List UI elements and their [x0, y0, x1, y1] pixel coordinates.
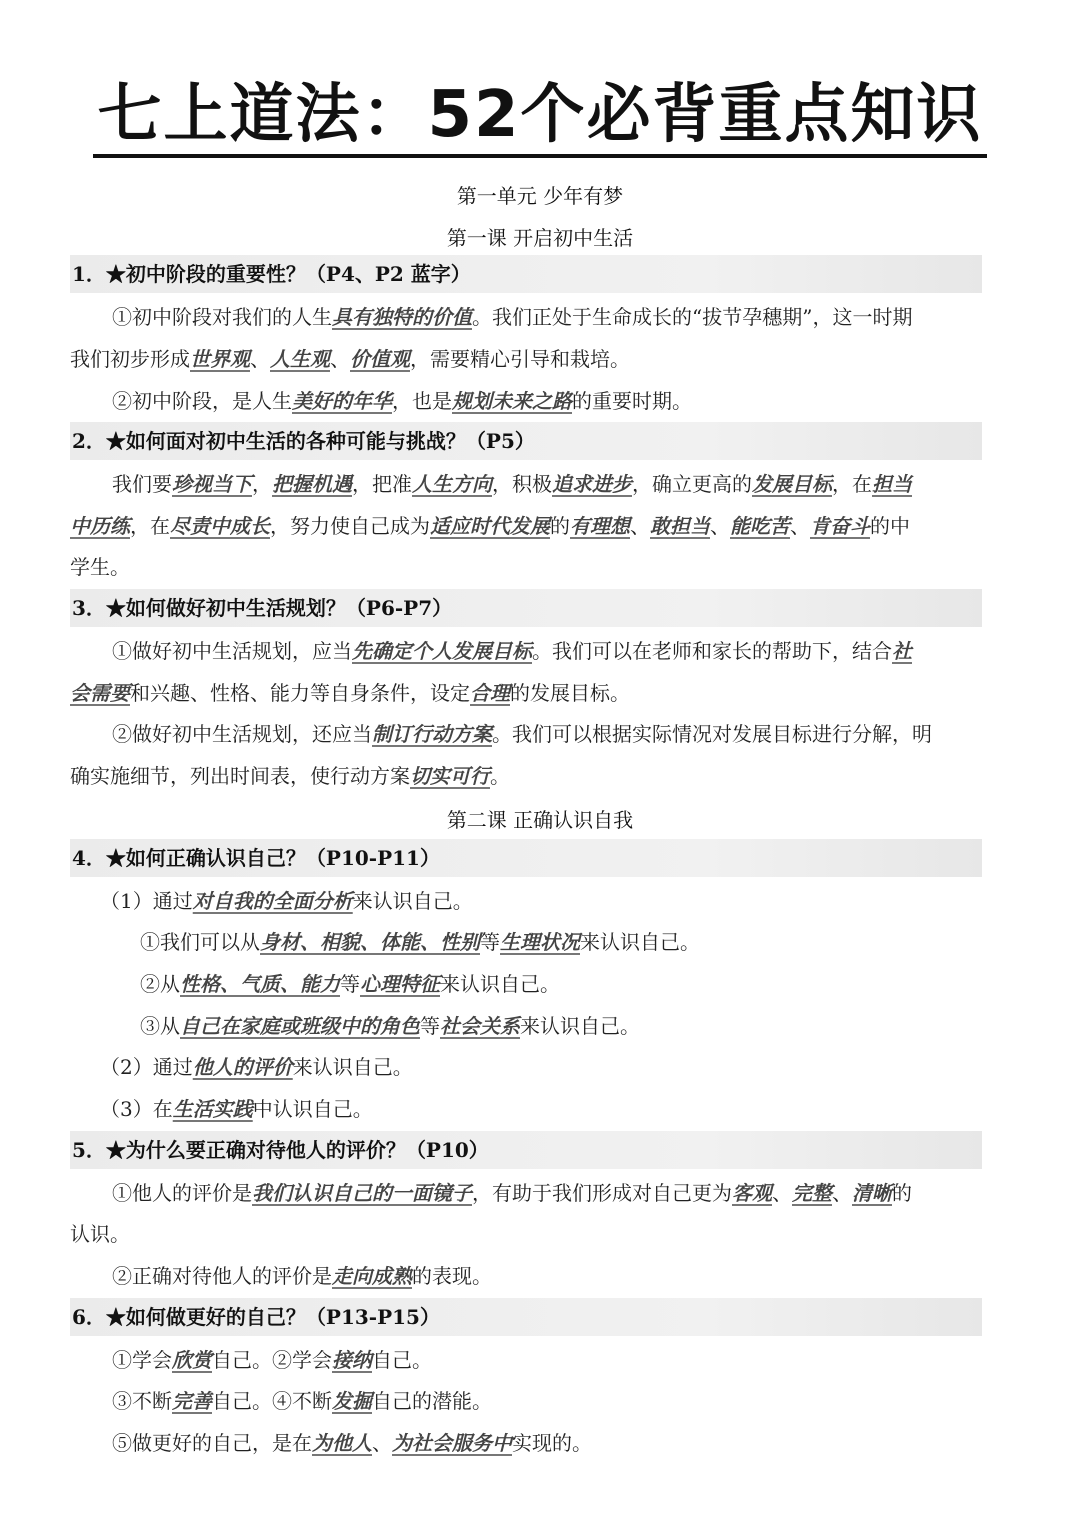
paragraph-line — [140, 1012, 1052, 1040]
key-phrase: 他人的评价 — [192, 1055, 293, 1079]
text-run: ②初中阶段，是人生 — [112, 389, 292, 413]
paragraph-line — [112, 720, 982, 748]
paragraph-line: 认识。 — [70, 1222, 130, 1246]
text-run: 的 — [892, 1181, 912, 1205]
key-phrase: 人生方向 — [412, 472, 492, 496]
paragraph-line — [112, 637, 982, 665]
text-run: 、 — [372, 1431, 392, 1455]
key-phrase: 生活实践 — [172, 1097, 253, 1121]
text-run: 、 — [772, 1181, 792, 1205]
text-run: 的表现。 — [412, 1264, 492, 1288]
text-run: 、 — [250, 347, 270, 371]
text-run: ，有助于我们形成对自己更为 — [472, 1181, 732, 1205]
paragraph-line: 学生。 — [70, 555, 130, 579]
paragraph-line — [112, 1346, 982, 1374]
text-run: 自己。④不断 — [212, 1389, 332, 1413]
text-run: ，也是 — [392, 389, 452, 413]
key-phrase: 规划未来之路 — [452, 389, 572, 413]
paragraph-line — [112, 1429, 982, 1457]
text-run: ③从 — [140, 1014, 180, 1038]
key-phrase: 能吃苦 — [730, 514, 790, 538]
lesson-heading-2: 第二课 正确认识自我 — [446, 808, 634, 832]
text-run: （3）在 — [100, 1097, 173, 1121]
key-phrase: 价值观 — [350, 347, 410, 371]
text-run: ①他人的评价是 — [112, 1181, 252, 1205]
text-run: 自己。②学会 — [212, 1348, 332, 1372]
paragraph-line — [112, 470, 982, 498]
key-phrase: 社会关系 — [440, 1014, 520, 1038]
paragraph-line — [100, 887, 1012, 915]
text-run: 确实施细节，列出时间表，使行动方案 — [70, 764, 410, 788]
key-phrase: 为他人 — [312, 1431, 372, 1455]
question-heading-5: 5．★为什么要正确对待他人的评价？（P10） — [70, 1131, 982, 1169]
key-phrase: 具有独特的价值 — [332, 305, 472, 329]
key-phrase: 珍视当下 — [172, 472, 252, 496]
key-phrase: 身材、相貌、体能、性别 — [260, 930, 480, 954]
text-run: ⑤做更好的自己，是在 — [112, 1431, 312, 1455]
key-phrase: 完善 — [172, 1389, 212, 1413]
lesson-heading-1: 第一课 开启初中生活 — [446, 226, 634, 250]
text-run: ， — [252, 472, 272, 496]
key-phrase: 客观 — [732, 1181, 772, 1205]
text-run: 的 — [550, 514, 570, 538]
key-phrase: 切实可行 — [410, 764, 490, 788]
text-run: 等 — [340, 972, 360, 996]
unit-heading: 第一单元 少年有梦 — [456, 184, 624, 208]
paragraph-line — [112, 1387, 982, 1415]
text-run: 实现的。 — [512, 1431, 592, 1455]
text-run: 来认识自己。 — [520, 1014, 640, 1038]
question-heading-4: 4．★如何正确认识自己？（P10-P11） — [70, 839, 982, 877]
paragraph-line — [112, 387, 982, 415]
text-run: 、 — [710, 514, 730, 538]
question-heading-2: 2．★如何面对初中生活的各种可能与挑战？（P5） — [70, 422, 982, 460]
text-run: ②从 — [140, 972, 180, 996]
key-phrase: 担当 — [872, 472, 912, 496]
key-phrase: 生理状况 — [500, 930, 580, 954]
text-run: 我们要 — [112, 472, 172, 496]
text-run: 和兴趣、性格、能力等自身条件，设定 — [130, 681, 470, 705]
key-phrase: 世界观 — [190, 347, 250, 371]
key-phrase: 人生观 — [270, 347, 330, 371]
text-run: 、 — [330, 347, 350, 371]
paragraph-line — [100, 1095, 1012, 1123]
text-run: ，把准 — [352, 472, 412, 496]
text-run: ，需要精心引导和栽培。 — [410, 347, 630, 371]
paragraph-line — [70, 679, 982, 707]
key-phrase: 社 — [892, 639, 912, 663]
text-run: （2）通过 — [100, 1055, 193, 1079]
key-phrase: 走向成熟 — [332, 1264, 412, 1288]
key-phrase: 清晰 — [852, 1181, 892, 1205]
key-phrase: 发掘 — [332, 1389, 372, 1413]
text-run: 的中 — [870, 514, 910, 538]
text-run: 来认识自己。 — [352, 889, 473, 913]
text-run: 、 — [832, 1181, 852, 1205]
key-phrase: 心理特征 — [360, 972, 440, 996]
key-phrase: 完整 — [792, 1181, 832, 1205]
text-run: （1）通过 — [100, 889, 193, 913]
key-phrase: 追求进步 — [552, 472, 632, 496]
text-run: 中认识自己。 — [252, 1097, 373, 1121]
text-run: ①学会 — [112, 1348, 172, 1372]
text-run: ①做好初中生活规划，应当 — [112, 639, 352, 663]
text-run: 我们初步形成 — [70, 347, 190, 371]
key-phrase: 适应时代发展 — [430, 514, 550, 538]
paragraph-line — [140, 928, 1052, 956]
text-run: 的重要时期。 — [572, 389, 692, 413]
text-run: ，积极 — [492, 472, 552, 496]
key-phrase: 敢担当 — [650, 514, 710, 538]
key-phrase: 美好的年华 — [292, 389, 392, 413]
paragraph-line — [112, 1262, 982, 1290]
text-run: ，确立更高的 — [632, 472, 752, 496]
text-run: 。我们可以在老师和家长的帮助下，结合 — [532, 639, 892, 663]
question-heading-1: 1．★初中阶段的重要性？（P4、P2 蓝字） — [70, 255, 982, 293]
text-run: ③不断 — [112, 1389, 172, 1413]
text-run: 。我们正处于生命成长的“拔节孕穗期”，这一时期 — [472, 305, 913, 329]
key-phrase: 先确定个人发展目标 — [352, 639, 532, 663]
text-run: 、 — [790, 514, 810, 538]
key-phrase: 把握机遇 — [272, 472, 352, 496]
text-run: 等 — [420, 1014, 440, 1038]
text-run: ，在 — [832, 472, 872, 496]
key-phrase: 对自我的全面分析 — [192, 889, 353, 913]
paragraph-line — [112, 1179, 982, 1207]
text-run: 、 — [630, 514, 650, 538]
text-run: 来认识自己。 — [580, 930, 700, 954]
paragraph-line — [140, 970, 1052, 998]
paragraph-line — [70, 512, 982, 540]
text-run: 。 — [490, 764, 510, 788]
text-run: ②做好初中生活规划，还应当 — [112, 722, 372, 746]
key-phrase: 自己在家庭或班级中的角色 — [180, 1014, 420, 1038]
key-phrase: 性格、气质、能力 — [180, 972, 340, 996]
text-run: 。我们可以根据实际情况对发展目标进行分解，明 — [492, 722, 932, 746]
text-run: ②正确对待他人的评价是 — [112, 1264, 332, 1288]
paragraph-line — [112, 303, 982, 331]
text-run: ，在 — [130, 514, 170, 538]
paragraph-line — [70, 345, 982, 373]
key-phrase: 肯奋斗 — [810, 514, 870, 538]
key-phrase: 制订行动方案 — [372, 722, 492, 746]
key-phrase: 发展目标 — [752, 472, 832, 496]
key-phrase: 欣赏 — [172, 1348, 212, 1372]
key-phrase: 会需要 — [70, 681, 130, 705]
key-phrase: 接纳 — [332, 1348, 372, 1372]
text-run: 七上道法：52个必背重点知识 — [93, 78, 986, 158]
paragraph-line — [100, 1053, 1012, 1081]
text-run: ①我们可以从 — [140, 930, 260, 954]
text-run: ，努力使自己成为 — [270, 514, 430, 538]
key-phrase: 尽责中成长 — [170, 514, 270, 538]
key-phrase: 有理想 — [570, 514, 630, 538]
text-run: 自己的潜能。 — [372, 1389, 492, 1413]
key-phrase: 合理 — [470, 681, 510, 705]
text-run: 的发展目标。 — [510, 681, 630, 705]
key-phrase: 中历练 — [70, 514, 130, 538]
question-heading-6: 6．★如何做更好的自己？（P13-P15） — [70, 1298, 982, 1336]
page-title — [0, 78, 1080, 153]
text-run: 自己。 — [372, 1348, 432, 1372]
text-run: 等 — [480, 930, 500, 954]
text-run: 来认识自己。 — [292, 1055, 413, 1079]
key-phrase: 为社会服务中 — [392, 1431, 512, 1455]
key-phrase: 我们认识自己的一面镜子 — [252, 1181, 472, 1205]
text-run: 来认识自己。 — [440, 972, 560, 996]
paragraph-line — [70, 762, 982, 790]
question-heading-3: 3．★如何做好初中生活规划？（P6-P7） — [70, 589, 982, 627]
text-run: ①初中阶段对我们的人生 — [112, 305, 332, 329]
